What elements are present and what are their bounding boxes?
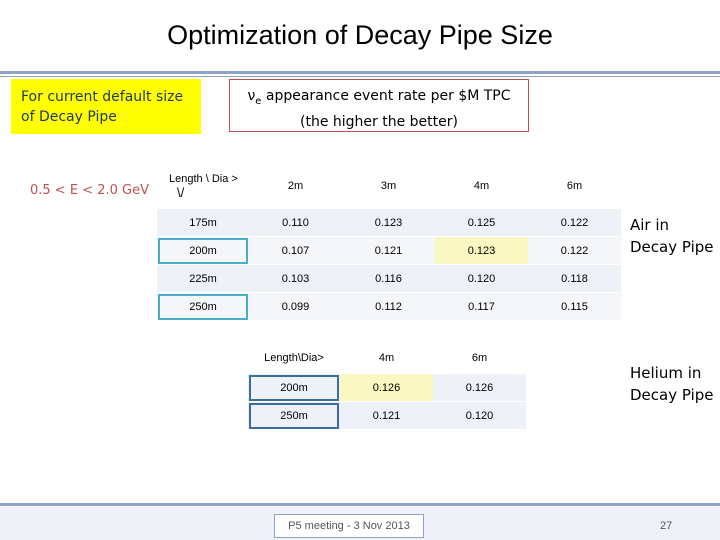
helium-label: [630, 362, 714, 406]
air-table: [157, 164, 621, 321]
air-corner-line1: Length \ Dia >: [169, 173, 238, 185]
helium-table-header: [248, 343, 526, 374]
helium-col-header: 4m: [340, 343, 433, 374]
air-corner-cell: [157, 164, 249, 209]
air-label-line2: Decay Pipe: [630, 238, 714, 256]
air-col-header: 2m: [249, 164, 342, 209]
row-length: 225m: [157, 265, 249, 293]
table-cell: 0.122: [528, 209, 621, 237]
row-length-highlighted: 250m: [157, 293, 249, 321]
table-cell: 0.125: [435, 209, 528, 237]
row-length-highlighted: 200m: [248, 374, 340, 402]
table-cell: 0.121: [342, 237, 435, 265]
row-length-highlighted: 250m: [248, 402, 340, 430]
table-cell: 0.107: [249, 237, 342, 265]
table-cell: 0.117: [435, 293, 528, 321]
slide-title: Optimization of Decay Pipe Size: [167, 20, 553, 50]
table-cell: 0.122: [528, 237, 621, 265]
table-cell: 0.120: [435, 265, 528, 293]
table-cell: 0.112: [342, 293, 435, 321]
air-label-line1: Air in: [630, 216, 670, 234]
table-cell: 0.126: [433, 374, 526, 402]
air-corner-line2: \/: [177, 185, 185, 200]
table-row: [248, 402, 526, 430]
air-table-header: [157, 164, 621, 209]
table-row: [157, 265, 621, 293]
air-col-header: 3m: [342, 164, 435, 209]
table-cell: 0.123: [342, 209, 435, 237]
table-cell-highlighted: 0.126: [340, 374, 433, 402]
table-cell-highlighted: 0.123: [435, 237, 528, 265]
footer-text: P5 meeting - 3 Nov 2013: [274, 514, 424, 538]
default-note-line2: of Decay Pipe: [21, 109, 117, 125]
table-row: [157, 293, 621, 321]
table-cell: 0.116: [342, 265, 435, 293]
metric-line2: (the higher the better): [300, 113, 458, 130]
helium-label-line1: Helium in: [630, 364, 702, 382]
helium-col-header: 6m: [433, 343, 526, 374]
table-cell: 0.121: [340, 402, 433, 430]
default-note-line1: For current default size: [21, 89, 184, 105]
energy-range: 0.5 < E < 2.0 GeV: [30, 183, 149, 198]
metric-line1: appearance event rate per $M TPC: [261, 88, 511, 104]
title-divider: [0, 71, 720, 74]
row-length: 175m: [157, 209, 249, 237]
page-number: 27: [660, 520, 673, 532]
table-cell: 0.118: [528, 265, 621, 293]
table-cell: 0.099: [249, 293, 342, 321]
table-row: [157, 209, 621, 237]
helium-label-line2: Decay Pipe: [630, 386, 714, 404]
table-row: [248, 374, 526, 402]
metric-box: [229, 79, 529, 132]
helium-table: [248, 343, 526, 430]
metric-nu-symbol: ν: [247, 88, 256, 104]
table-cell: 0.120: [433, 402, 526, 430]
table-cell: 0.115: [528, 293, 621, 321]
table-cell: 0.110: [249, 209, 342, 237]
air-col-header: 6m: [528, 164, 621, 209]
metric-subscript: e: [255, 95, 262, 107]
helium-corner-cell: Length\Dia>: [248, 343, 340, 374]
title-divider-thin: [0, 76, 720, 77]
footer-divider: [0, 503, 720, 506]
default-size-note: [11, 79, 201, 134]
air-col-header: 4m: [435, 164, 528, 209]
air-label: [630, 214, 714, 258]
row-length-highlighted: 200m: [157, 237, 249, 265]
table-row: [157, 237, 621, 265]
table-cell: 0.103: [249, 265, 342, 293]
